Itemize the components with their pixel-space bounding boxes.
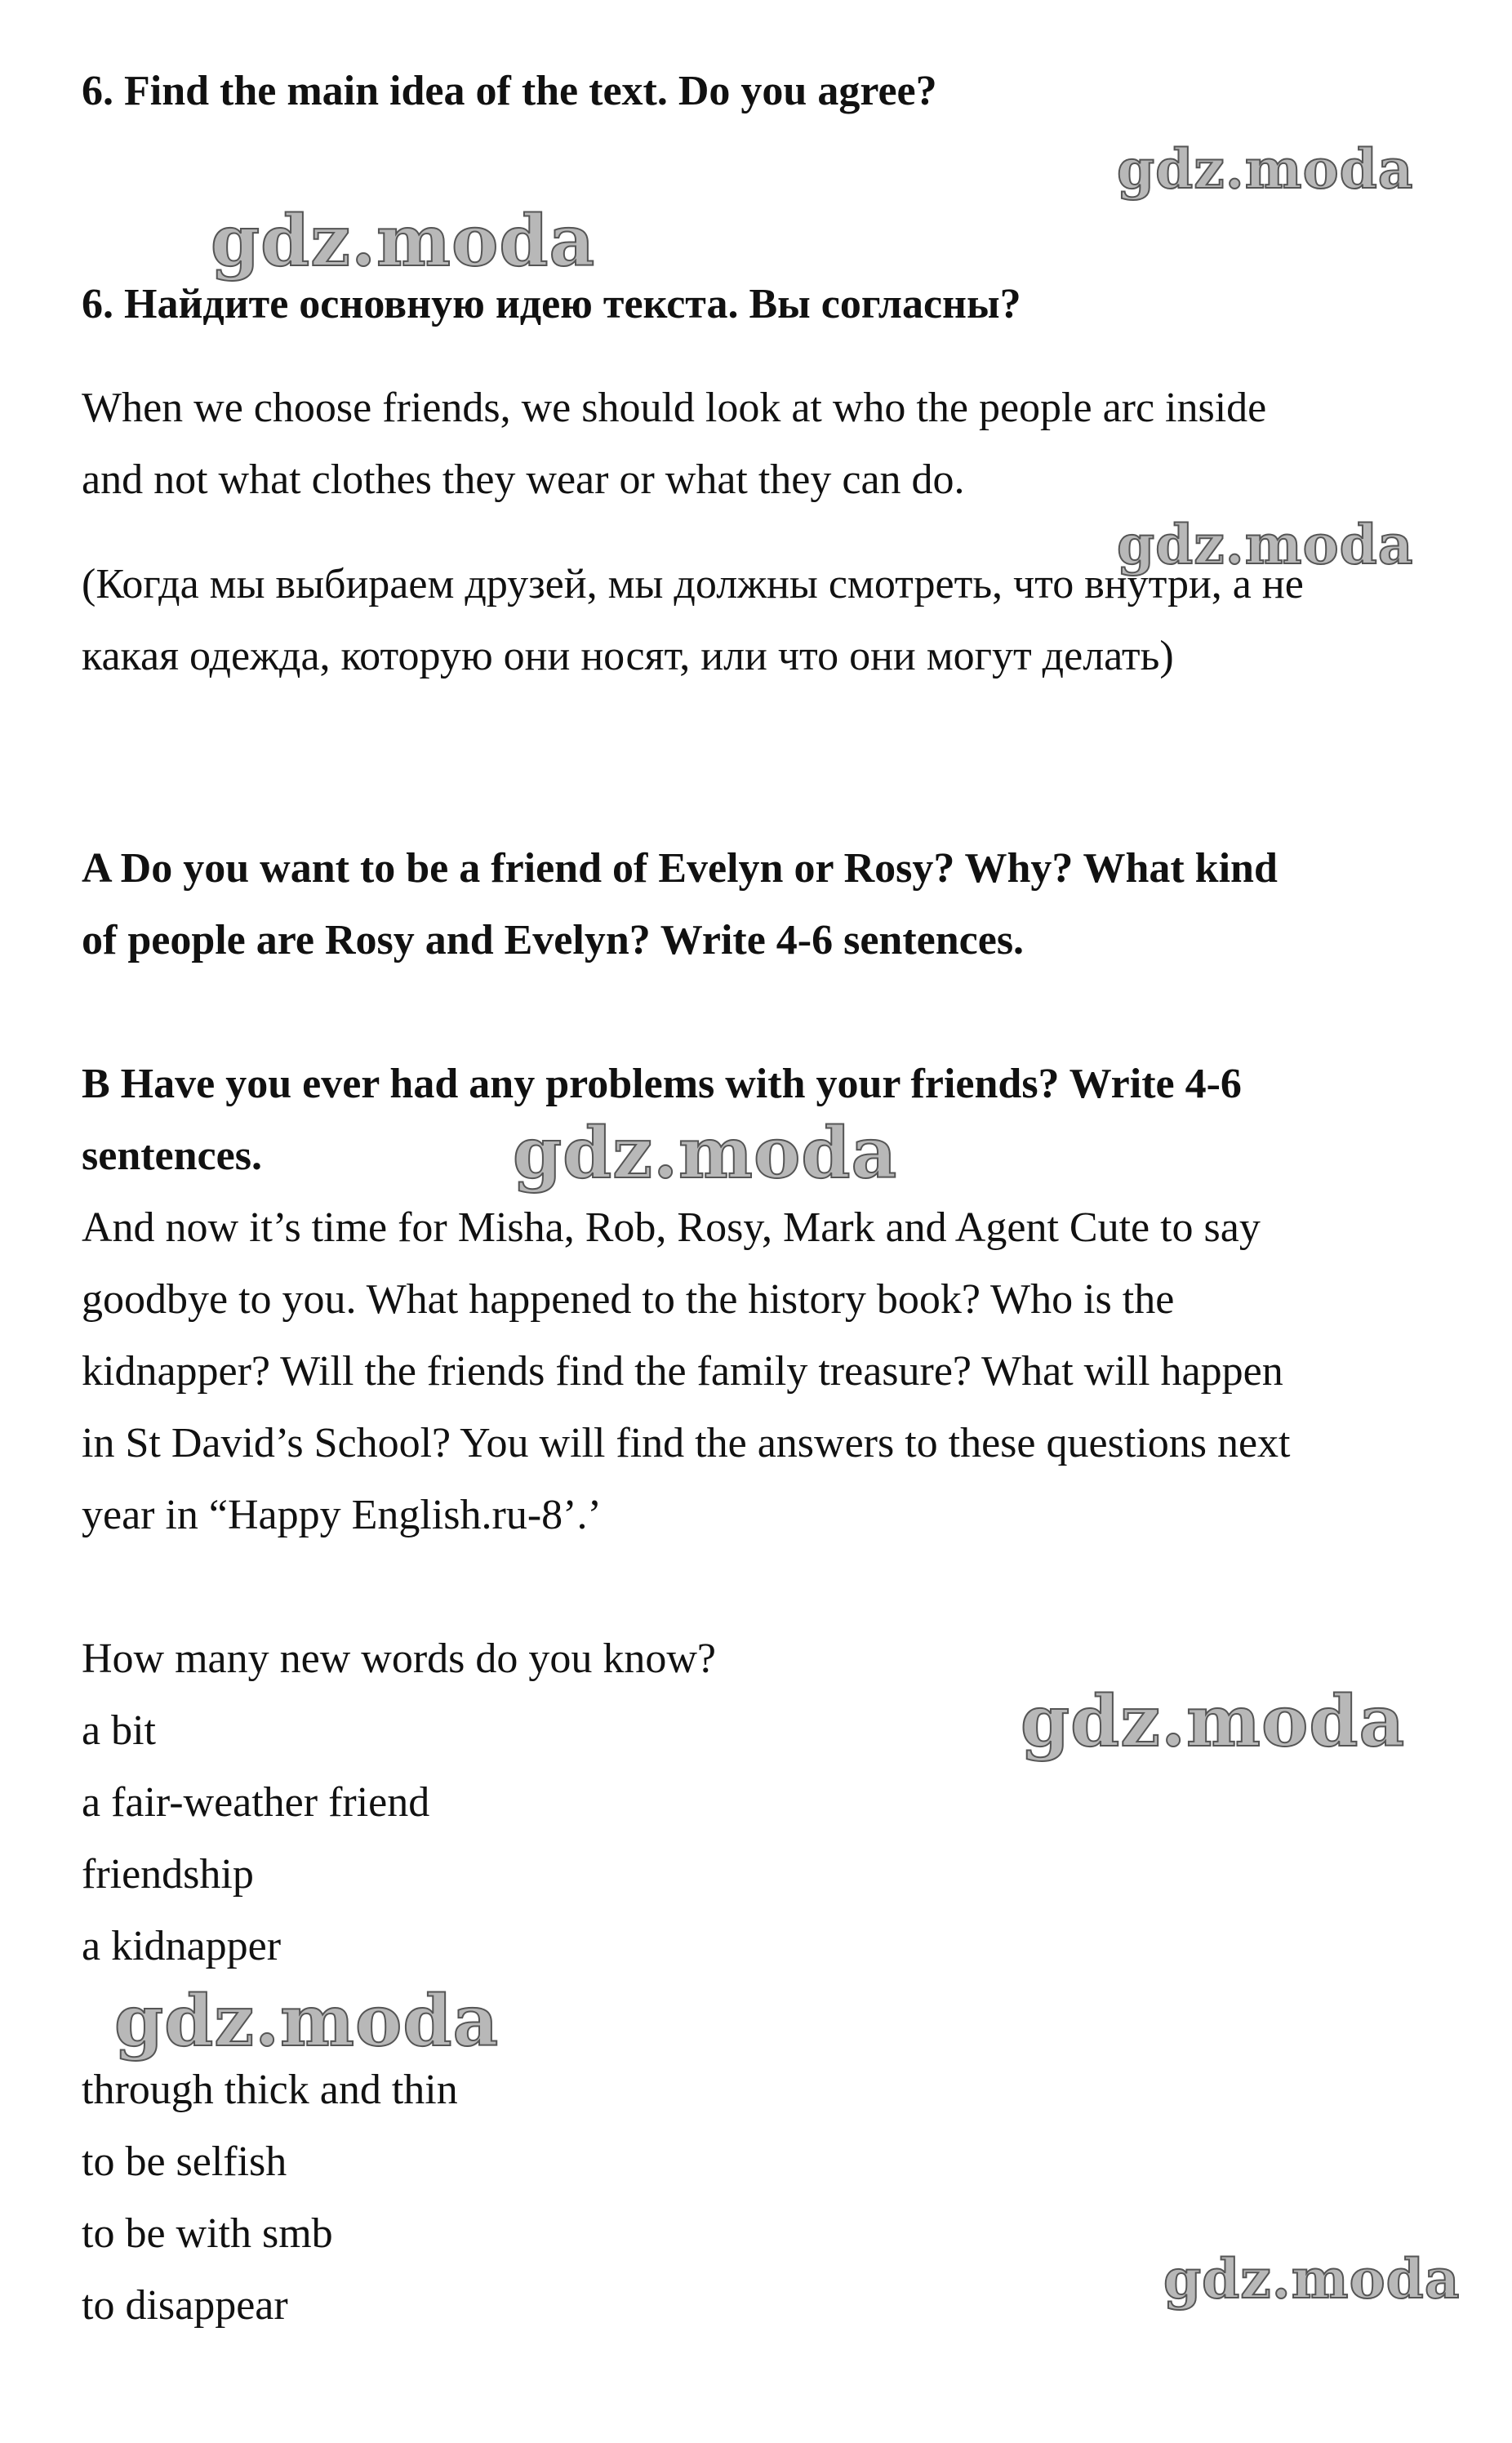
vocab-word: to disappear: [82, 2282, 288, 2329]
vocab-word: a fair-weather friend: [82, 1779, 430, 1826]
task6-answer-ru-line-2: какая одежда, которую они носят, или что они могут делать): [82, 633, 1174, 679]
task-a-line-2: of people are Rosy and Evelyn? Write 4-6 sentences.: [82, 917, 1025, 963]
watermark: gdz.moda: [1163, 2247, 1461, 2311]
outro-line-5: year in “Happy English.ru-8’.’: [82, 1492, 602, 1538]
watermark: gdz.moda: [114, 1980, 500, 2063]
task-b-line-2: sentences.: [82, 1133, 262, 1179]
task-a-line-1: A Do you want to be a friend of Evelyn or Rosy? Why? What kind: [82, 845, 1278, 892]
vocab-word: through thick and thin: [82, 2067, 458, 2113]
outro-line-4: in St David’s School? You will find the answers to these questions next: [82, 1420, 1291, 1466]
watermark: gdz.moda: [1117, 513, 1414, 576]
vocab-word: a kidnapper: [82, 1923, 282, 1969]
vocab-word: to be selfish: [82, 2138, 287, 2185]
task6-answer-ru-line-1: (Когда мы выбираем друзей, мы должны смотреть, что внутри, а не: [82, 561, 1304, 607]
task6-answer-en-line-1: When we choose friends, we should look at who the people arc inside: [82, 385, 1267, 431]
task6-heading-ru: 6. Найдите основную идею текста. Вы согласны?: [82, 281, 1021, 327]
vocab-word: friendship: [82, 1851, 254, 1898]
vocab-word: a bit: [82, 1707, 156, 1754]
watermark: gdz.moda: [513, 1112, 898, 1195]
watermark: gdz.moda: [211, 200, 596, 283]
outro-line-3: kidnapper? Will the friends find the family treasure? What will happen: [82, 1348, 1283, 1395]
task6-answer-en-line-2: and not what clothes they wear or what they can do.: [82, 456, 965, 503]
watermark: gdz.moda: [1021, 1680, 1406, 1763]
task6-heading-en: 6. Find the main idea of the text. Do you agree?: [82, 68, 937, 114]
vocab-question: How many new words do you know?: [82, 1635, 717, 1682]
outro-line-2: goodbye to you. What happened to the history book? Who is the: [82, 1276, 1175, 1323]
watermark: gdz.moda: [1117, 137, 1414, 201]
vocab-word: to be with smb: [82, 2210, 333, 2257]
outro-line-1: And now it’s time for Misha, Rob, Rosy, Mark and Agent Cute to say: [82, 1204, 1261, 1251]
task-b-line-1: B Have you ever had any problems with your friends? Write 4-6: [82, 1061, 1242, 1107]
